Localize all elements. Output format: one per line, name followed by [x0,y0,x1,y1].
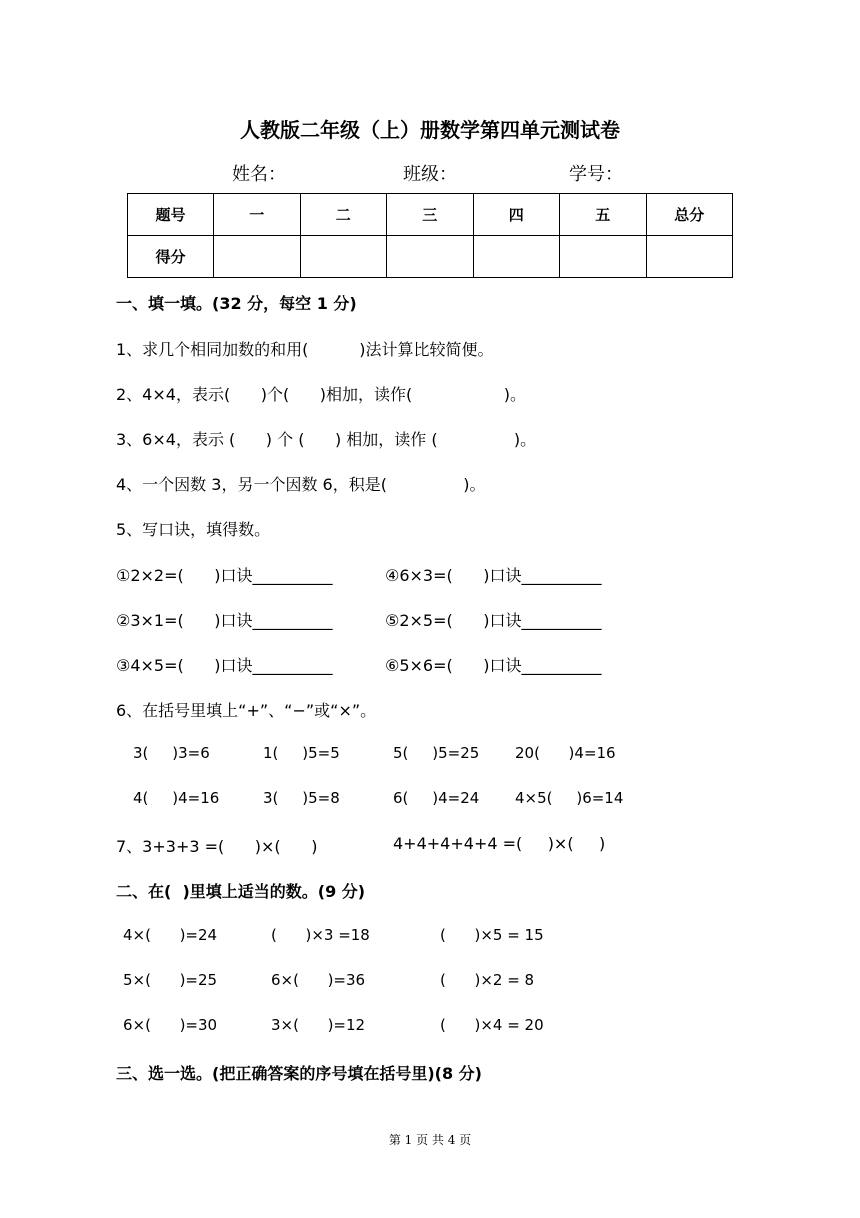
page-footer: 第 1 页 共 4 页 [388,1133,472,1147]
header-cell: 二 [300,194,387,236]
koujue-item: ②3×1=( )口诀__________ [116,611,333,630]
score-cell[interactable] [300,236,387,278]
section-3-heading: 三、选一选。(把正确答案的序号填在括号里)(8 分) [116,1064,482,1083]
fill-number-item: ( )×3 =18 [271,926,370,944]
fill-number-item: 4×( )=24 [123,926,218,944]
fill-number-item: ( )×4 = 20 [440,1016,544,1034]
score-table [127,193,733,278]
operator-item: 20( )4=16 [515,744,616,762]
fill-number-item: ( )×5 = 15 [440,926,544,944]
header-cell: 四 [473,194,560,236]
koujue-item: ④6×3=( )口诀__________ [385,566,602,585]
operator-item: 6( )4=24 [393,789,480,807]
score-table-score-row [128,236,733,278]
name-label: 姓名： [232,164,286,185]
fill-number-item: ( )×2 = 8 [440,971,535,989]
operator-item: 3( )5=8 [263,789,340,807]
score-cell[interactable] [473,236,560,278]
section-2-heading: 二、在( )里填上适当的数。(9 分) [116,882,366,901]
operator-item: 5( )5=25 [393,744,480,762]
koujue-item: ⑤2×5=( )口诀__________ [385,611,602,630]
operator-item: 1( )5=5 [263,744,340,762]
fill-number-item: 6×( )=36 [271,971,366,989]
score-row-label: 得分 [128,236,214,278]
fill-number-item: 5×( )=25 [123,971,218,989]
koujue-item: ①2×2=( )口诀__________ [116,566,333,585]
section-1-heading: 一、填一填。(32 分，每空 1 分) [116,294,357,313]
header-cell: 三 [387,194,474,236]
header-cell: 题号 [128,194,214,236]
koujue-item: ③4×5=( )口诀__________ [116,656,333,675]
score-table-header-row [128,194,733,236]
operator-item: 3( )3=6 [133,744,210,762]
score-cell[interactable] [560,236,647,278]
question-6: 6、在括号里填上“+”、“−”或“×”。 [116,701,377,720]
header-cell: 一 [214,194,301,236]
header-cell: 总分 [646,194,733,236]
class-label: 班级： [403,164,457,185]
fill-number-item: 6×( )=30 [123,1016,218,1034]
question-7-right: 4+4+4+4+4 =( )×( ) [393,834,606,853]
question-5: 5、写口诀，填得数。 [116,520,271,539]
operator-item: 4×5( )6=14 [515,789,624,807]
koujue-item: ⑥5×6=( )口诀__________ [385,656,602,675]
question-7-left: 7、3+3+3 =( )×( ) [116,837,318,856]
operator-item: 4( )4=16 [133,789,220,807]
score-cell[interactable] [646,236,733,278]
question-1: 1、求几个相同加数的和用( )法计算比较简便。 [116,340,494,359]
fill-number-item: 3×( )=12 [271,1016,366,1034]
student-number-label: 学号： [569,164,623,185]
page-title: 人教版二年级（上）册数学第四单元测试卷 [240,118,620,142]
score-cell[interactable] [214,236,301,278]
question-2: 2、4×4，表示( )个( )相加，读作( )。 [116,385,526,404]
question-3: 3、6×4，表示 ( ) 个 ( ) 相加，读作 ( )。 [116,430,537,449]
question-4: 4、一个因数 3，另一个因数 6，积是( )。 [116,475,486,494]
score-cell[interactable] [387,236,474,278]
header-cell: 五 [560,194,647,236]
